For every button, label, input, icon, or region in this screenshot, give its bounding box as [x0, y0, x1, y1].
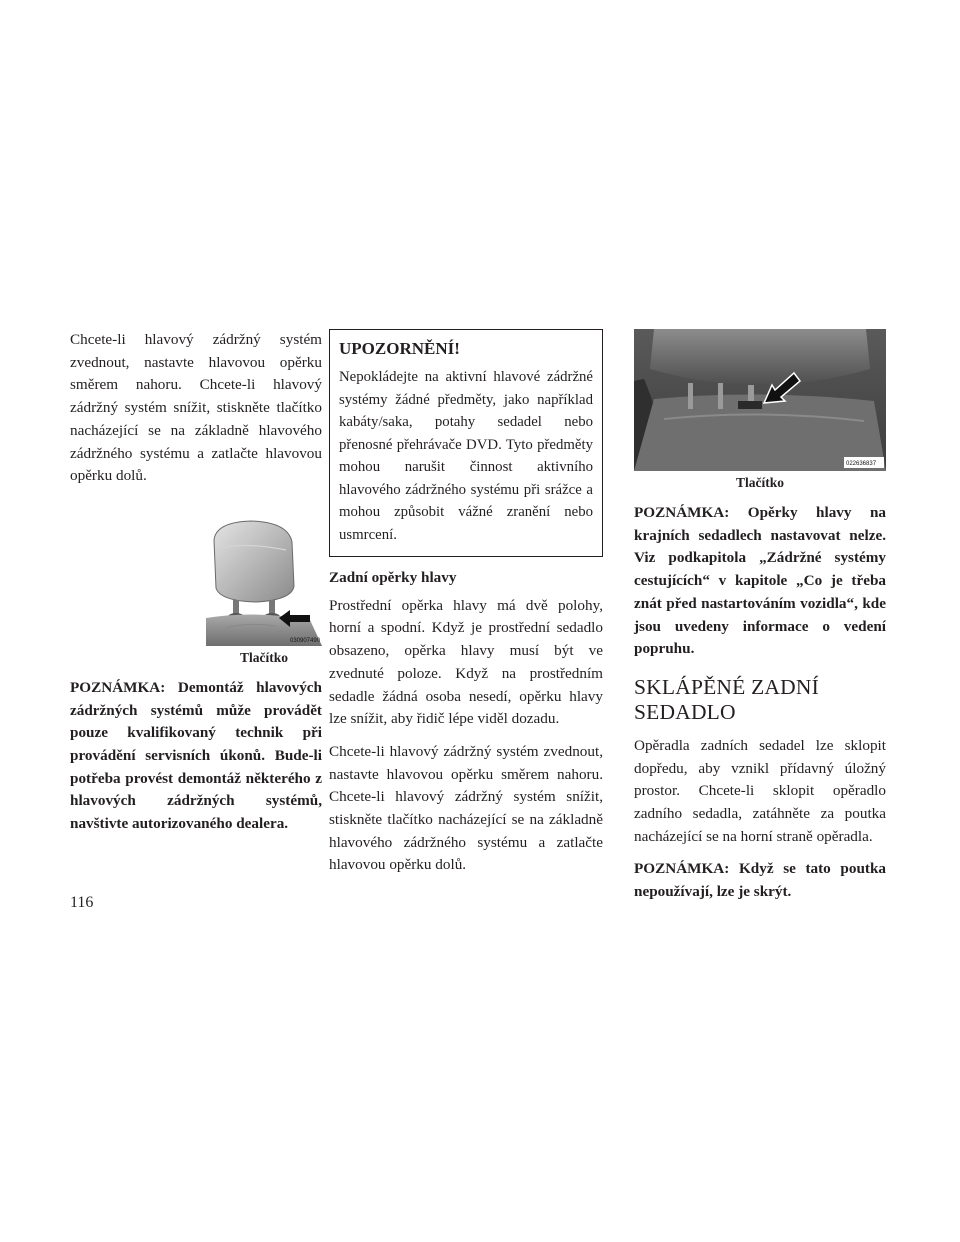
- page-number: 116: [70, 894, 94, 911]
- note-removal: POZNÁMKA: Demontáž hlavových zádržných systémů může provádět pouze kvalifikovaný technik při provádění servisních úkonů. Bude-li potřeba provést demontáž některého z hlavových zádržných systémů, navštivte autorizovaného dealera.: [70, 678, 322, 833]
- middle-column: [329, 329, 603, 887]
- section-heading-folding-seat: SKLÁPĚNÉ ZADNÍ SEDADLO: [634, 674, 819, 724]
- figure-caption-1: Tlačítko: [239, 649, 288, 665]
- paragraph-adjust: Chcete-li hlavový zádržný systém zvednout, nastavte hlavovou opěrku směrem nahoru. Chcete-li hlavový zádržný systém snížit, stiskněte tlačítko nacházející se na základně hlavového zádržného systému a zatlačte hlavovou opěrku dolů.: [329, 742, 603, 874]
- warning-title: UPOZORNĚNÍ!: [339, 339, 460, 358]
- left-column: [70, 329, 322, 846]
- headrest-figure: [206, 518, 322, 646]
- warning-text: Nepokládejte na aktivní hlavové zádržné systémy žádné předměty, jako například kabáty/saka, potahy sedadel nebo přenosné přehrávače DVD. Tyto předměty mohou narušit činnost aktivního hlavového zádržného systému při srážce a mohou způsobit vážné zranění nebo usmrcení.: [339, 369, 593, 543]
- note-straps: POZNÁMKA: Když se tato poutka nepoužívají, lze je skrýt.: [634, 860, 886, 901]
- paragraph-folding: Opěradla zadních sedadel lze sklopit dopředu, aby vznikl přídavný úložný prostor. Chcete-li sklopit opěradlo zadního sedadla, zatáhněte za poutka nacházející se na horní straně opěradla.: [634, 736, 886, 845]
- note-outboard-headrests: POZNÁMKA: Opěrky hlavy na krajních sedadlech nastavovat nelze. Viz podkapitola „Zádržné systémy cestujících“ v kapitole „Co je třeba znát před nastartováním vozidla“, kde jsou uvedeny informace o vedení popruhu.: [634, 504, 886, 658]
- paragraph-positions: Prostřední opěrka hlavy má dvě polohy, horní a spodní. Když je prostřední sedadlo obsazeno, opěrka hlavy musí být ve zvednuté poloze. Když na prostředním sedadle žádná osoba nesedí, opěrku hlavy lze snížit, aby řidič lépe viděl dozadu.: [329, 596, 603, 728]
- figure-caption-2: Tlačítko: [735, 475, 784, 490]
- right-column: [634, 329, 886, 914]
- figure-code-2: 022636837: [846, 461, 877, 467]
- headrest-illustration: [206, 518, 322, 646]
- intro-paragraph: Chcete-li hlavový zádržný systém zvednout, nastavte hlavovou opěrku směrem nahoru. Chcete-li hlavový zádržný systém snížit, stiskněte tlačítko nacházející se na základně hlavového zádržného systému a zatlačte hlavovou opěrku dolů.: [70, 331, 322, 485]
- warning-box: [329, 329, 603, 557]
- rear-headrest-figure: [634, 329, 886, 471]
- figure-code-1: 030907490: [290, 637, 321, 644]
- subheading-rear-headrests: Zadní opěrky hlavy: [329, 569, 457, 586]
- rear-headrest-photo: [634, 329, 886, 471]
